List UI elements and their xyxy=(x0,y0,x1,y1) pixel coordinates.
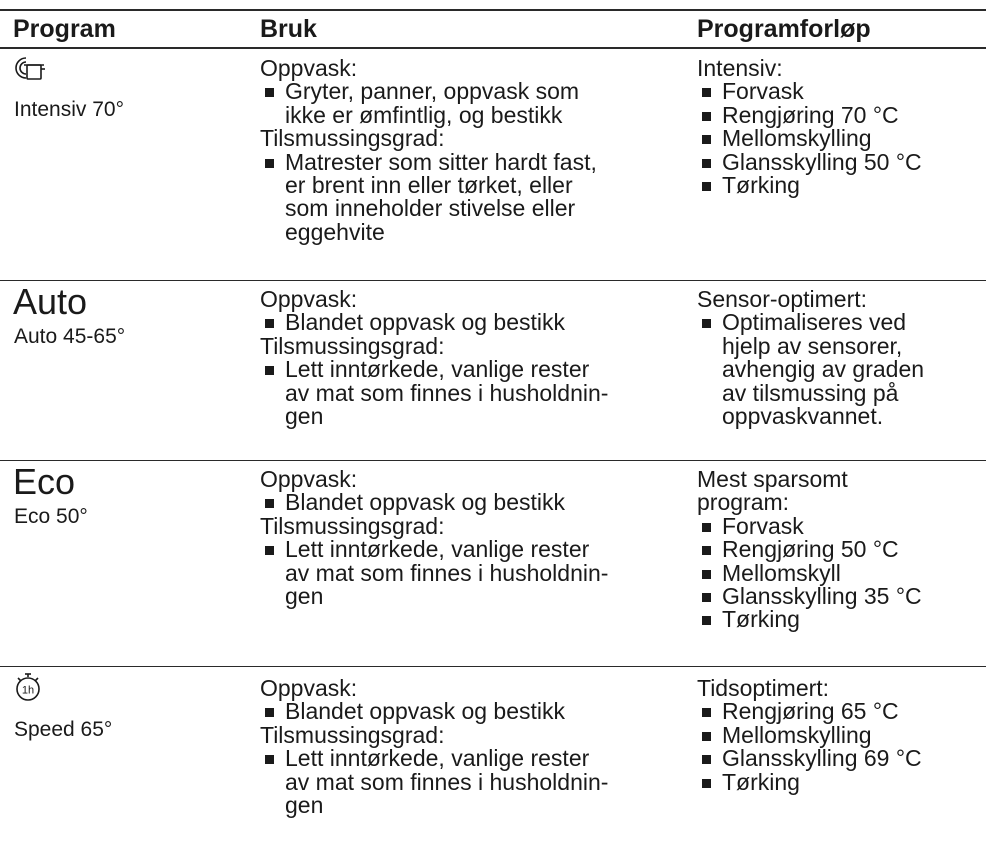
table-top-rule xyxy=(0,9,986,11)
program-name: Intensiv 70° xyxy=(14,98,124,121)
forlop-cell xyxy=(697,57,986,197)
soil-item: Lett inntørkede, vanlige rester av mat som finnes i husholdnin- gen xyxy=(260,747,680,817)
step-item: Forvask xyxy=(697,515,986,538)
bruk-cell xyxy=(260,677,680,817)
soil-label: Tilsmussingsgrad: xyxy=(260,512,445,539)
bruk-cell xyxy=(260,288,680,428)
step-item: Forvask xyxy=(697,80,986,103)
step-item: Tørking xyxy=(697,174,986,197)
header-rule xyxy=(0,47,986,49)
soil-item: Matrester som sitter hardt fast, er brent inn eller tørket, eller som inneholder stivelse eller eggehvite xyxy=(260,151,680,245)
step-item: Glansskylling 35 °C xyxy=(697,585,986,608)
bruk-cell xyxy=(260,468,680,608)
program-name: Speed 65° xyxy=(14,718,113,741)
step-item: Glansskylling 69 °C xyxy=(697,747,986,770)
step-item: Mellomskylling xyxy=(697,127,986,150)
forlop-label: Tidsoptimert: xyxy=(697,675,830,701)
forlop-label: program: xyxy=(697,489,790,516)
soil-item: Lett inntørkede, vanlige rester av mat som finnes i husholdnin- gen xyxy=(260,358,680,428)
step-item: Mellomskyll xyxy=(697,562,986,585)
step-item: Optimaliseres ved hjelp av sensorer, avhengig av graden av tilsmussing på oppvaskvannet. xyxy=(697,311,986,428)
step-item: Tørking xyxy=(697,771,986,794)
header-programforlop: Programforløp xyxy=(697,15,871,43)
program-symbol-auto: Auto xyxy=(13,281,88,322)
step-item: Rengjøring 70 °C xyxy=(697,104,986,127)
row-divider xyxy=(0,280,986,281)
step-item: Glansskylling 50 °C xyxy=(697,151,986,174)
bruk-label: Oppvask: xyxy=(260,286,358,312)
forlop-label: Mest sparsomt xyxy=(697,466,848,492)
soil-item: Lett inntørkede, vanlige rester av mat som finnes i husholdnin- gen xyxy=(260,538,680,608)
speed-icon-text: 1h xyxy=(21,684,35,697)
forlop-cell xyxy=(697,288,986,428)
step-item: Rengjøring 65 °C xyxy=(697,700,986,723)
soil-label: Tilsmussingsgrad: xyxy=(260,721,445,748)
soil-label: Tilsmussingsgrad: xyxy=(260,332,445,359)
row-divider xyxy=(0,666,986,667)
bruk-item: Blandet oppvask og bestikk xyxy=(260,491,680,514)
header-program: Program xyxy=(13,15,116,43)
header-bruk: Bruk xyxy=(260,15,317,43)
program-name: Eco 50° xyxy=(14,505,88,528)
intensive-pot-icon xyxy=(13,55,47,88)
bruk-label: Oppvask: xyxy=(260,466,358,492)
bruk-item: Gryter, panner, oppvask som ikke er ømfintlig, og bestikk xyxy=(260,80,680,127)
bruk-item: Blandet oppvask og bestikk xyxy=(260,311,680,334)
forlop-label: Intensiv: xyxy=(697,55,783,81)
forlop-cell xyxy=(697,468,986,632)
bruk-label: Oppvask: xyxy=(260,675,358,701)
program-name: Auto 45-65° xyxy=(14,325,126,348)
speed-1h-stopwatch-icon xyxy=(13,672,43,707)
bruk-label: Oppvask: xyxy=(260,55,358,81)
step-item: Tørking xyxy=(697,608,986,631)
soil-label: Tilsmussingsgrad: xyxy=(260,125,445,152)
bruk-item: Blandet oppvask og bestikk xyxy=(260,700,680,723)
row-divider xyxy=(0,460,986,461)
forlop-label: Sensor-optimert: xyxy=(697,286,868,312)
bruk-cell xyxy=(260,57,680,244)
program-symbol-eco: Eco xyxy=(13,461,76,502)
forlop-cell xyxy=(697,677,986,794)
step-item: Rengjøring 50 °C xyxy=(697,538,986,561)
step-item: Mellomskylling xyxy=(697,724,986,747)
